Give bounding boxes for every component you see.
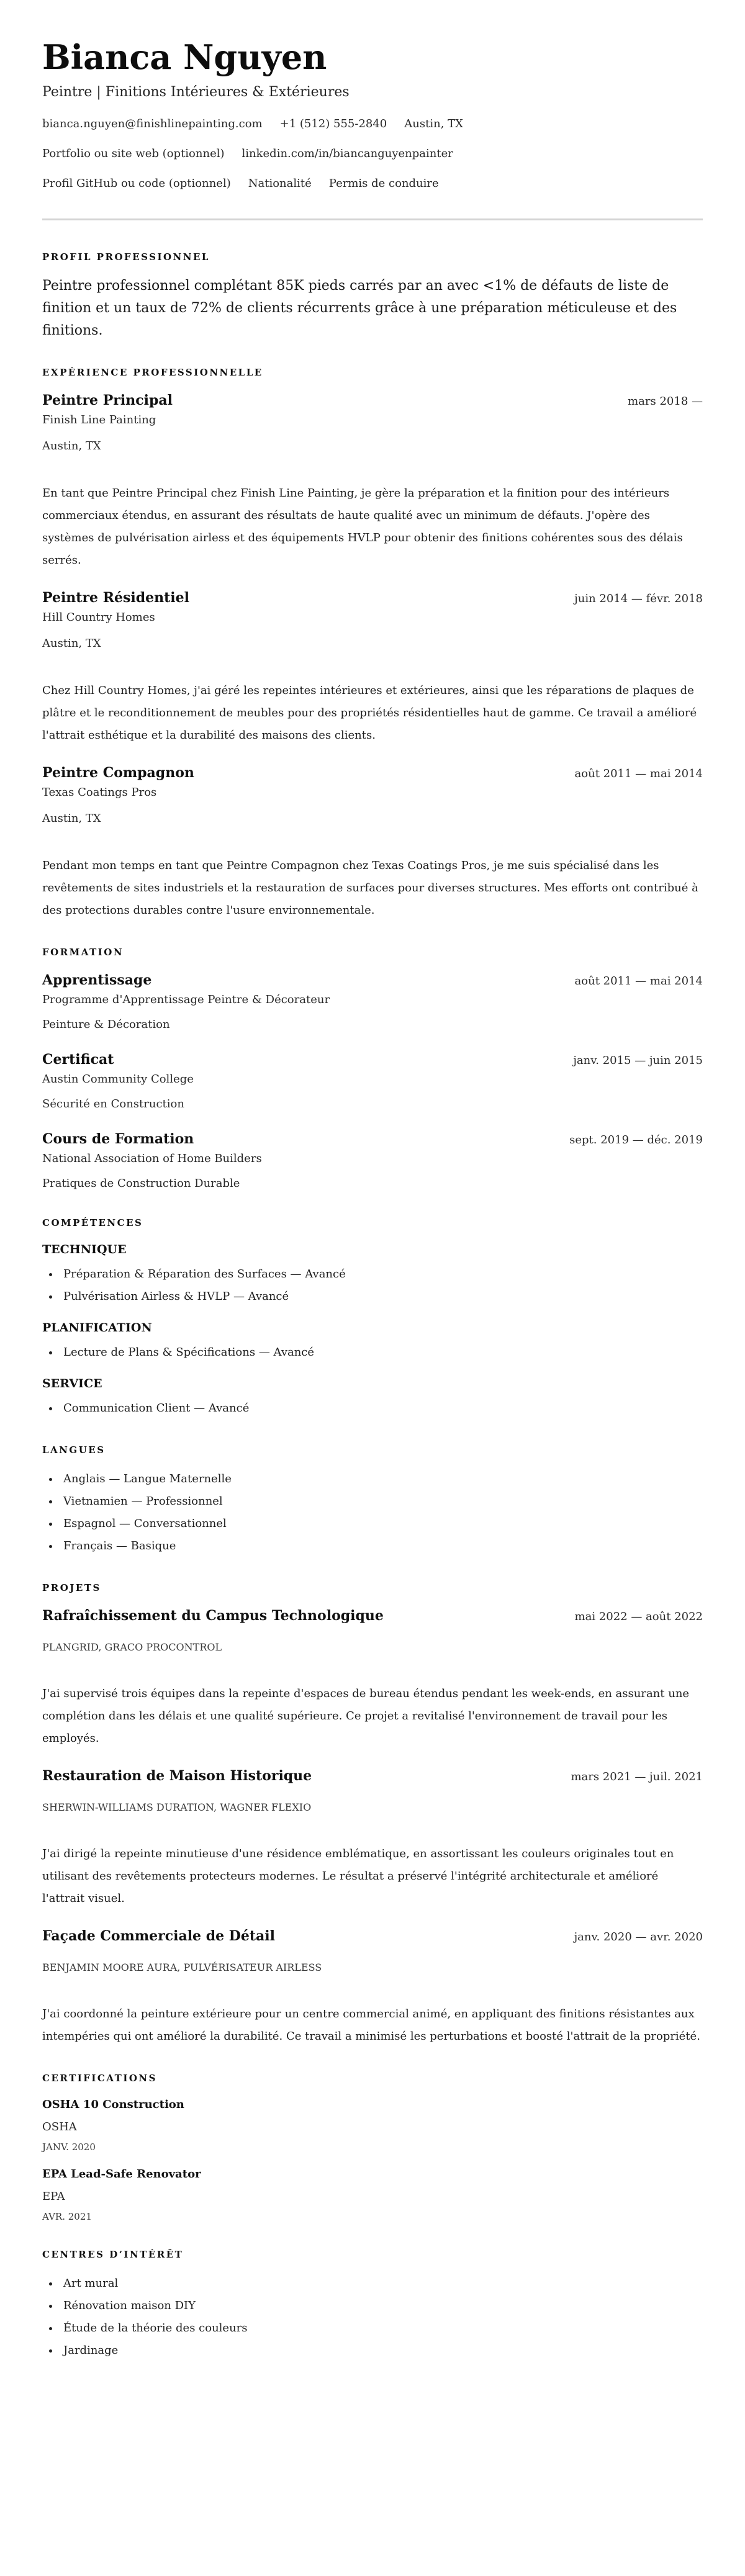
education-dates: sept. 2019 — déc. 2019 [569,1133,703,1146]
project-dates: mai 2022 — août 2022 [574,1610,703,1623]
section-interests [42,2248,703,2362]
language-item: • Anglais — Langue Maternelle [60,1468,703,1490]
certification-date: AVR. 2021 [42,2211,92,2222]
section-skills [42,1216,703,1420]
contact-driving-license: Permis de conduire [328,177,439,190]
education-item [42,1129,703,1192]
project-description: J'ai dirigé la repeinte minutieuse d'une résidence emblématique, en assortissant les couleurs originales tout en utilisant des revêtements protecteurs modernes. Le résultat a préservé l'intégrité architecturale et amélioré l'attrait visuel. [42,1847,674,1905]
skill-list [42,1263,703,1308]
contact-line-2 [42,145,703,163]
project-description: J'ai coordonné la peinture extérieure pour un centre commercial animé, en appliquant des finitions résistantes aux intempéries qui ont amélioré la durabilité. Ce travail a minimisé les perturbations et boosté l'attrait de la propriété. [42,2007,700,2043]
certification-item [42,2166,703,2224]
skill-item: • Pulvérisation Airless & HVLP — Avancé [60,1286,703,1308]
project-tech: SHERWIN-WILLIAMS DURATION, WAGNER FLEXIO [42,1801,312,1813]
education-item [42,1050,703,1113]
job-location: Austin, TX [42,637,101,650]
education-field: Peinture & Décoration [42,1018,170,1031]
certification-name: OSHA 10 Construction [42,2098,184,2111]
contact-line-3 [42,175,703,192]
job-title: Peintre Résidentiel [42,590,189,606]
skill-category: PLANIFICATION [42,1321,152,1335]
skill-category: SERVICE [42,1377,102,1390]
job-title: Peintre Compagnon [42,765,194,781]
project-item [42,1606,703,1750]
candidate-name: Bianca Nguyen [42,37,327,77]
experience-item [42,588,703,747]
contact-portfolio[interactable]: Portfolio ou site web (optionnel) [42,147,225,160]
certification-name: EPA Lead-Safe Renovator [42,2168,201,2181]
skill-list [42,1397,703,1420]
job-company: Finish Line Painting [42,413,156,426]
skill-list [42,1341,703,1364]
contact-linkedin[interactable]: linkedin.com/in/biancanguyenpainter [242,147,453,160]
experience-item [42,763,703,922]
project-title: Rafraîchissement du Campus Technologique [42,1608,384,1624]
header-divider [42,218,703,220]
project-item [42,1766,703,1910]
job-dates: mars 2018 — [628,395,703,408]
interest-item: • Étude de la théorie des couleurs [60,2317,703,2340]
section-title: PROFIL PROFESSIONNEL [42,251,210,263]
education-institution: National Association of Home Builders [42,1152,262,1165]
contact-line-1 [42,115,703,133]
education-title: Certificat [42,1052,114,1068]
contact-github[interactable]: Profil GitHub ou code (optionnel) [42,177,231,190]
project-dates: janv. 2020 — avr. 2020 [574,1930,703,1943]
education-field: Sécurité en Construction [42,1097,184,1110]
education-title: Cours de Formation [42,1131,194,1147]
section-title: PROJETS [42,1582,101,1593]
certification-item [42,2096,703,2155]
job-dates: juin 2014 — févr. 2018 [574,592,703,605]
job-description: Pendant mon temps en tant que Peintre Compagnon chez Texas Coatings Pros, je me suis spécialisé dans les revêtements de sites industriels et la restauration de surfaces pour diverses structures. Mes efforts ont contribué à des protections durables contre l'usure environnementale. [42,859,698,917]
certification-issuer: OSHA [42,2120,77,2133]
contact-location: Austin, TX [404,117,463,130]
job-location: Austin, TX [42,439,101,453]
certification-date: JANV. 2020 [42,2141,96,2153]
skill-item: • Communication Client — Avancé [60,1397,703,1420]
section-experience [42,366,703,922]
project-title: Restauration de Maison Historique [42,1768,312,1784]
job-dates: août 2011 — mai 2014 [574,767,703,780]
section-certifications [42,2071,703,2224]
education-item [42,970,703,1034]
section-education [42,945,703,1192]
job-title: Peintre Principal [42,392,173,408]
education-field: Pratiques de Construction Durable [42,1177,240,1190]
project-tech: BENJAMIN MOORE AURA, PULVÉRISATEUR AIRLESS [42,1961,322,1973]
education-institution: Austin Community College [42,1073,194,1086]
experience-item [42,390,703,572]
project-description: J'ai supervisé trois équipes dans la repeinte d'espaces de bureau étendus pendant les week-ends, en assurant une complétion dans les délais et une qualité supérieure. Ce projet a revitalisé l'environnement de travail pour les employés. [42,1687,690,1745]
candidate-headline: Peintre | Finitions Intérieures & Extérieures [42,84,350,100]
resume-header [42,35,703,192]
skill-item: • Préparation & Réparation des Surfaces — Avancé [60,1263,703,1286]
contact-nationality: Nationalité [248,177,312,190]
section-title: CERTIFICATIONS [42,2073,157,2084]
education-dates: août 2011 — mai 2014 [574,975,703,988]
language-list [42,1468,703,1557]
education-dates: janv. 2015 — juin 2015 [573,1054,703,1067]
contact-phone[interactable]: +1 (512) 555-2840 [279,117,387,130]
section-languages [42,1443,703,1557]
job-location: Austin, TX [42,812,101,825]
project-dates: mars 2021 — juil. 2021 [571,1770,703,1783]
certification-issuer: EPA [42,2190,65,2203]
language-item: • Espagnol — Conversationnel [60,1513,703,1535]
summary-text: Peintre professionnel complétant 85K pieds carrés par an avec <1% de défauts de liste de finition et un taux de 72% de clients récurrents grâce à une préparation méticuleuse et des finitions. [42,278,677,338]
interest-item: • Art mural [60,2272,703,2295]
skill-item: • Lecture de Plans & Spécifications — Avancé [60,1341,703,1364]
section-title: FORMATION [42,947,124,958]
interest-item: • Jardinage [60,2340,703,2362]
interest-list [42,2272,703,2362]
project-tech: PLANGRID, GRACO PROCONTROL [42,1641,222,1653]
education-title: Apprentissage [42,972,152,988]
section-title: COMPÉTENCES [42,1217,143,1228]
section-title: CENTRES D’INTÉRÊT [42,2249,184,2260]
language-item: • Français — Basique [60,1535,703,1557]
section-title: LANGUES [42,1444,106,1456]
project-title: Façade Commerciale de Détail [42,1928,275,1944]
contact-email[interactable]: bianca.nguyen@finishlinepainting.com [42,117,263,130]
job-company: Texas Coatings Pros [42,786,157,799]
section-title: EXPÉRIENCE PROFESSIONNELLE [42,367,263,378]
section-projects [42,1581,703,2048]
project-item [42,1926,703,2048]
skill-category: TECHNIQUE [42,1243,127,1256]
education-institution: Programme d'Apprentissage Peintre & Décorateur [42,993,330,1006]
interest-item: • Rénovation maison DIY [60,2295,703,2317]
job-description: En tant que Peintre Principal chez Finish Line Painting, je gère la préparation et la finition pour des intérieurs commerciaux étendus, en assurant des résultats de haute qualité avec un minimum de défauts. J'opère des systèmes de pulvérisation airless et des équipements HVLP pour obtenir des finitions cohérentes sous des délais serrés. [42,487,683,567]
job-description: Chez Hill Country Homes, j'ai géré les repeintes intérieures et extérieures, ainsi que les réparations de plaques de plâtre et le reconditionnement de meubles pour des propriétés résidentielles haut de gamme. Ce travail a amélioré l'attrait esthétique et la durabilité des maisons des clients. [42,684,697,742]
language-item: • Vietnamien — Professionnel [60,1490,703,1513]
section-summary [42,250,703,342]
job-company: Hill Country Homes [42,611,155,624]
